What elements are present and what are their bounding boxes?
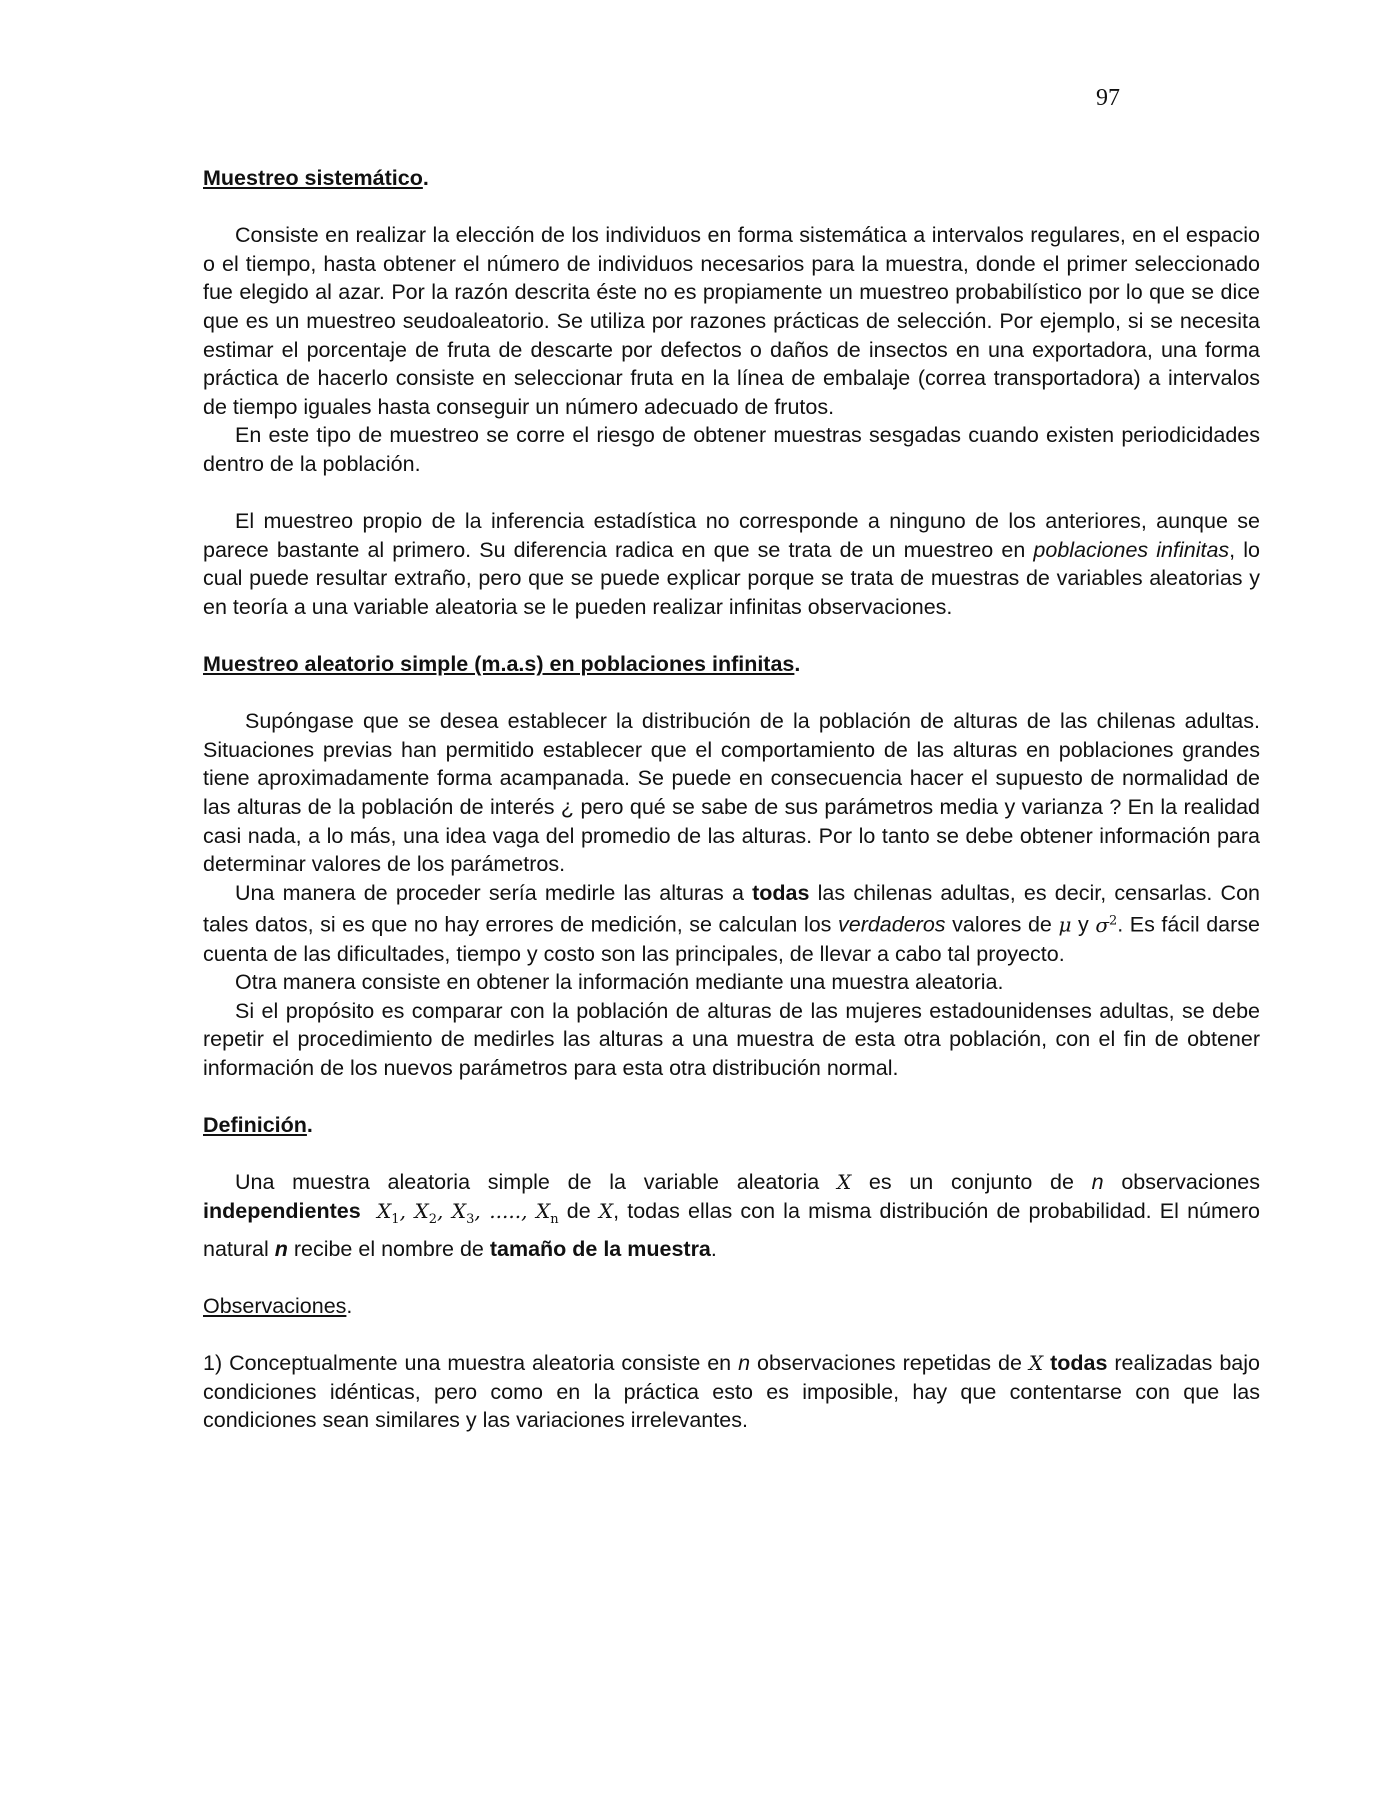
- definition-text: Una muestra aleatoria simple de la variable aleatoria X es un conjunto de n observaciones independientes $X_1$, $X_2$, $X_3$, ....., $X_n$ de X, todas ellas con la misma distribución de probabilidad. El número natural n recibe el nombre de tamaño de la muestra.: [203, 1170, 1260, 1261]
- observation-1: 1) Conceptualmente una muestra aleatoria consiste en n observaciones repetidas de X todas realizadas bajo condiciones idénticas, pero como en la práctica esto es imposible, hay que contentarse con que las condiciones sean similares y las variaciones irrelevantes.: [203, 1351, 1260, 1433]
- paragraph: El muestreo propio de la inferencia estadística no corresponde a ninguno de los anteriores, aunque se parece bastante al primero. Su diferencia radica en que se trata de un muestreo en poblaciones infinitas, lo cual puede resultar extraño, pero que se puede explicar porque se trata de muestras de variables aleatorias y en teoría a una variable aleatoria se le pueden realizar infinitas observaciones.: [203, 509, 1260, 619]
- section-heading-mas: Muestreo aleatorio simple (m.a.s) en poblaciones infinitas.: [203, 652, 801, 677]
- paragraph: Supóngase que se desea establecer la distribución de la población de alturas de las chilenas adultas. Situaciones previas han permitido establecer que el comportamiento de las alturas en poblaciones grandes tiene aproximadamente forma acampanada. Se puede en consecuencia hacer el supuesto de normalidad de las alturas de la población de interés ¿ pero qué se sabe de sus parámetros media y varianza ? En la realidad casi nada, a lo más, una idea vaga del promedio de las alturas. Por lo tanto se debe obtener información para determinar valores de los parámetros.: [203, 709, 1260, 877]
- paragraph: Consiste en realizar la elección de los individuos en forma sistemática a intervalos regulares, en el espacio o el tiempo, hasta obtener el número de individuos necesarios para la muestra, donde el primer seleccionado fue elegido al azar. Por la razón descrita éste no es propiamente un muestreo probabilístico por lo que se dice que es un muestreo seudoaleatorio. Se utiliza por razones prácticas de selección. Por ejemplo, si se necesita estimar el porcentaje de fruta de descarte por defectos o daños de insectos en una exportadora, una forma práctica de hacerlo consiste en seleccionar fruta en la línea de embalaje (correa transportadora) a intervalos de tiempo iguales hasta conseguir un número adecuado de frutos.: [203, 223, 1260, 419]
- paragraph: Otra manera consiste en obtener la información mediante una muestra aleatoria.: [235, 970, 1004, 995]
- definition-heading: Definición.: [203, 1113, 313, 1138]
- page-content: [203, 164, 1260, 1463]
- paragraph: Si el propósito es comparar con la población de alturas de las mujeres estadounidenses adultas, se debe repetir el procedimiento de medirles las alturas a una muestra de esta otra población, con el fin de obtener información de los nuevos parámetros para esta otra distribución normal.: [203, 998, 1260, 1081]
- section-heading-systematic: Muestreo sistemático.: [203, 166, 429, 190]
- sequence-math: $X_1$, $X_2$, $X_3$, ....., $X_n$: [377, 1199, 559, 1228]
- page-number: 97: [1096, 85, 1120, 111]
- paragraph: En este tipo de muestreo se corre el riesgo de obtener muestras sesgadas cuando existen periodicidades dentro de la población.: [203, 423, 1260, 476]
- paragraph: Una manera de proceder sería medirle las alturas a todas las chilenas adultas, es decir, censarlas. Con tales datos, si es que no hay errores de medición, se calculan los verdaderos valores de μ y $\sigma^2$. Es fácil darse cuenta de las dificultades, tiempo y costo son las principales, de llevar a cabo tal proyecto.: [203, 880, 1260, 966]
- observations-heading: Observaciones.: [203, 1293, 353, 1318]
